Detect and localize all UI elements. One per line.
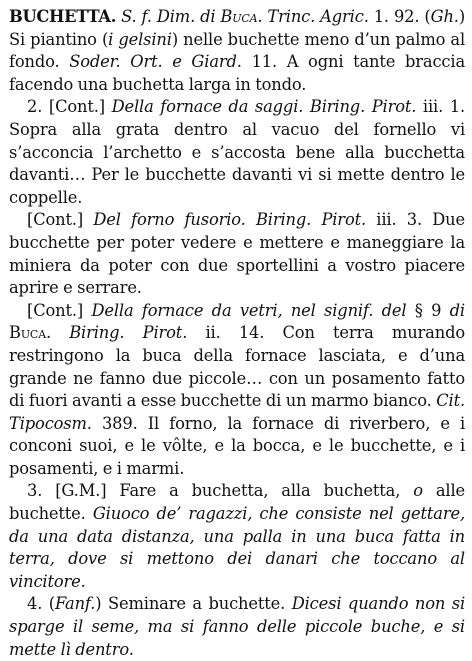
- text-run: ) nelle buchette meno d’un palmo al fondo.: [9, 29, 465, 72]
- text-run: [Cont.]: [27, 300, 92, 320]
- text-run: 1. 92. (: [368, 7, 431, 26]
- sense-4-text: [9, 594, 465, 658]
- text-run: 2. [Cont.]: [27, 97, 112, 117]
- text-run: Della fornace da saggi. Biring. Pirot.: [111, 97, 417, 117]
- text-run: . Trinc. Agric.: [257, 7, 369, 26]
- entry-paragraph-6: [9, 593, 465, 661]
- text-run: . Biring. Pirot.: [46, 323, 188, 343]
- text-run: o: [413, 481, 423, 501]
- text-run: 3. [G.M.] Fare a buchetta, alla buchetta,: [27, 481, 414, 501]
- dictionary-entry: [9, 6, 465, 661]
- text-run: iii. 3. Due bucchette per poter vedere e mettere e maneggiare la miniera da poter con due sportellini a vostro piacere aprire e serrare.: [9, 210, 465, 298]
- text-run: alle buchette.: [9, 481, 465, 524]
- text-run: i gelsini: [108, 29, 172, 49]
- text-run: Giuoco de’ ragazzi, che consiste nel gettare, da una data distanza, una palla in una buca fatta in terra, dove si mettono dei danari che toccano al vincitore.: [9, 504, 465, 591]
- entry-paragraph-5: [9, 480, 465, 593]
- entry-paragraph-4: [9, 300, 465, 481]
- text-run: [Cont.]: [27, 210, 94, 230]
- text-run: Cit. Tipocosm.: [9, 391, 465, 433]
- text-run: iii. 1. Sopra alla grata dentro al vacuo del fornello vi s’acconcia l’archetto e s’accosta bene alla bucchetta davanti… Per le bucchette davanti vi si mette dentro le coppelle.: [9, 97, 465, 207]
- text-run: ) Si piantino (: [9, 7, 466, 49]
- sense-2c-text: [9, 301, 465, 478]
- text-run: § 9: [406, 300, 450, 320]
- text-run: Della fornace da vetri, nel signif. del: [91, 300, 407, 320]
- sense-3-text: [9, 481, 465, 590]
- text-run: Del forno fusorio. Biring. Pirot.: [93, 210, 367, 230]
- text-run: Buca: [9, 323, 46, 343]
- entry-paragraph-2: [9, 96, 465, 209]
- text-run: ii. 14. Con terra murando restringono la buca della fornace lasciata, e d’una grande ne fanno due piccole… con un posamento fatto di fuori avanti a esse bucchette di un marmo bianco.: [9, 323, 465, 411]
- entry-paragraph-3: [9, 209, 465, 299]
- text-run: Dicesi quando non si sparge il seme, ma si fanno delle piccole buche, e si mette lì dentro.: [9, 594, 466, 659]
- text-run: ) Seminare a buchette.: [95, 594, 292, 614]
- text-run: 4. (: [27, 594, 55, 614]
- text-run: Gh.: [430, 7, 459, 26]
- text-run: 389. Il forno, la fornace di riverbero, e i conconi suoi, e le vôlte, e la bocca, e le bucchette, e i posamenti, e i marmi.: [9, 413, 465, 478]
- text-run: 11. A ogni tante braccia facendo una buchetta larga in tondo.: [9, 52, 465, 94]
- sense-2b-text: [9, 210, 465, 297]
- sense-2-text: [9, 97, 465, 206]
- text-run: Soder. Ort. e Giard.: [69, 52, 242, 72]
- text-run: Fanf.: [54, 594, 96, 614]
- text-run: Buca: [220, 7, 258, 26]
- text-run: di: [449, 300, 465, 320]
- text-run: S. f. Dim. di: [121, 7, 221, 26]
- entry-paragraph-1: [9, 6, 465, 96]
- headword: BUCHETTA.: [9, 7, 117, 26]
